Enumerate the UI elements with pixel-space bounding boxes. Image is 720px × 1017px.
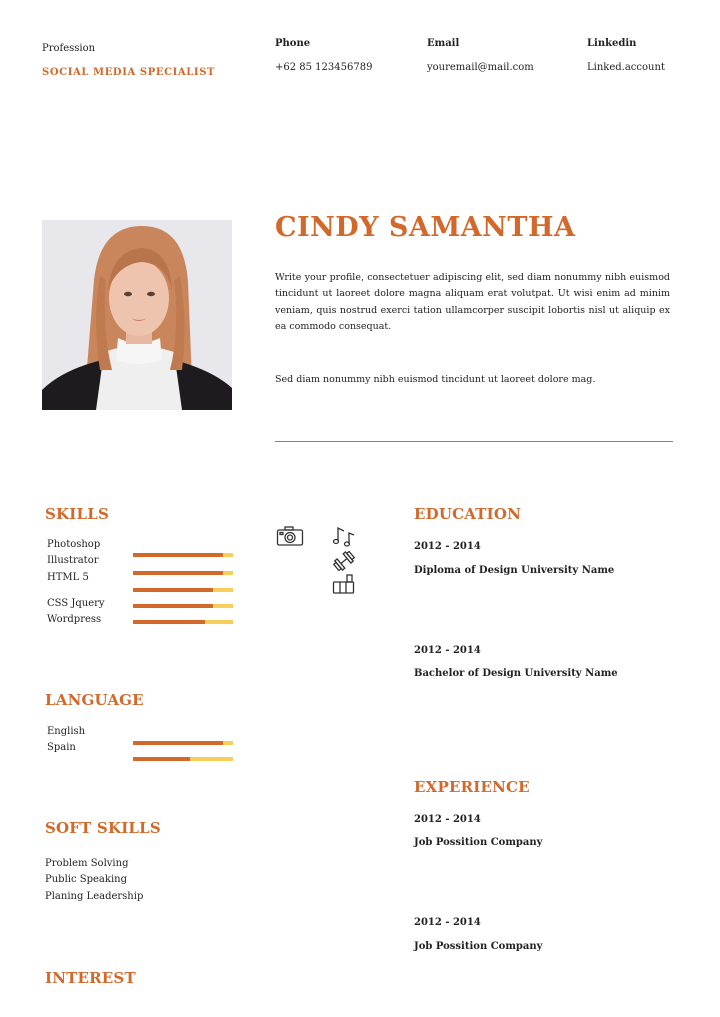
language-label: English xyxy=(47,726,86,737)
skill-bar-fill xyxy=(133,620,205,624)
experience-title: EXPERIENCE xyxy=(414,778,530,796)
education-detail: Diploma of Design University Name xyxy=(414,565,615,576)
luggage-icon xyxy=(332,573,356,595)
skill-label: HTML 5 xyxy=(47,572,89,583)
soft-skill-item: Problem Solving xyxy=(45,858,129,869)
full-name: CINDY SAMANTHA xyxy=(275,212,576,243)
phone-label: Phone xyxy=(275,38,311,49)
experience-years: 2012 - 2014 xyxy=(414,917,481,928)
skill-label: Wordpress xyxy=(47,614,102,625)
skill-bar xyxy=(133,571,233,575)
email-label: Email xyxy=(427,38,460,49)
linkedin-label: Linkedin xyxy=(587,38,637,49)
soft-skill-item: Planing Leadership xyxy=(45,891,144,902)
skill-bar-fill xyxy=(133,604,213,608)
profile-paragraph: Write your profile, consectetuer adipiscing elit, sed diam nonummy nibh euismod tincidunt ut laoreet dolore magna aliquam erat volutpat. Ut wisi enim ad minim veniam, quis nostrud exerci tation ullamcorper suscipit lobortis nisl ut aliquip ex ea commodo consequat. xyxy=(275,272,670,332)
music-notes-icon xyxy=(332,525,356,547)
camera-icon xyxy=(276,525,304,547)
skill-bar xyxy=(133,553,233,557)
experience-detail: Job Possition Company xyxy=(414,941,543,952)
experience-years: 2012 - 2014 xyxy=(414,814,481,825)
divider-line xyxy=(275,441,673,442)
phone-value: +62 85 123456789 xyxy=(275,62,373,73)
language-bar xyxy=(133,757,233,761)
profile-paragraph-2: Sed diam nonummy nibh euismod tincidunt ut laoreet dolore mag. xyxy=(275,374,596,385)
language-bar xyxy=(133,741,233,745)
profession-label: Profession xyxy=(42,43,96,54)
soft-skills-title: SOFT SKILLS xyxy=(45,819,161,837)
language-label: Spain xyxy=(47,742,76,753)
skill-bar-fill xyxy=(133,588,213,592)
portrait-illustration xyxy=(42,220,232,410)
soft-skill-item: Public Speaking xyxy=(45,874,127,885)
linkedin-value[interactable]: Linked.account xyxy=(587,62,665,73)
skill-label: Illustrator xyxy=(47,555,99,566)
skill-bar xyxy=(133,588,233,592)
experience-detail: Job Possition Company xyxy=(414,837,543,848)
skill-label: CSS Jquery xyxy=(47,598,105,609)
language-bar-fill xyxy=(133,757,190,761)
email-value[interactable]: youremail@mail.com xyxy=(427,62,534,73)
education-title: EDUCATION xyxy=(414,505,522,523)
skills-title: SKILLS xyxy=(45,505,110,523)
interest-title: INTEREST xyxy=(45,969,136,987)
skill-bar xyxy=(133,604,233,608)
language-bar-fill xyxy=(133,741,223,745)
profession-value: SOCIAL MEDIA SPECIALIST xyxy=(42,67,216,78)
dumbbell-icon xyxy=(333,551,355,571)
education-detail: Bachelor of Design University Name xyxy=(414,668,618,679)
education-years: 2012 - 2014 xyxy=(414,645,481,656)
education-years: 2012 - 2014 xyxy=(414,541,481,552)
language-title: LANGUAGE xyxy=(45,691,144,709)
skill-bar-fill xyxy=(133,571,223,575)
skill-label: Photoshop xyxy=(47,539,101,550)
profile-photo xyxy=(42,220,232,410)
skill-bar xyxy=(133,620,233,624)
skill-bar-fill xyxy=(133,553,223,557)
